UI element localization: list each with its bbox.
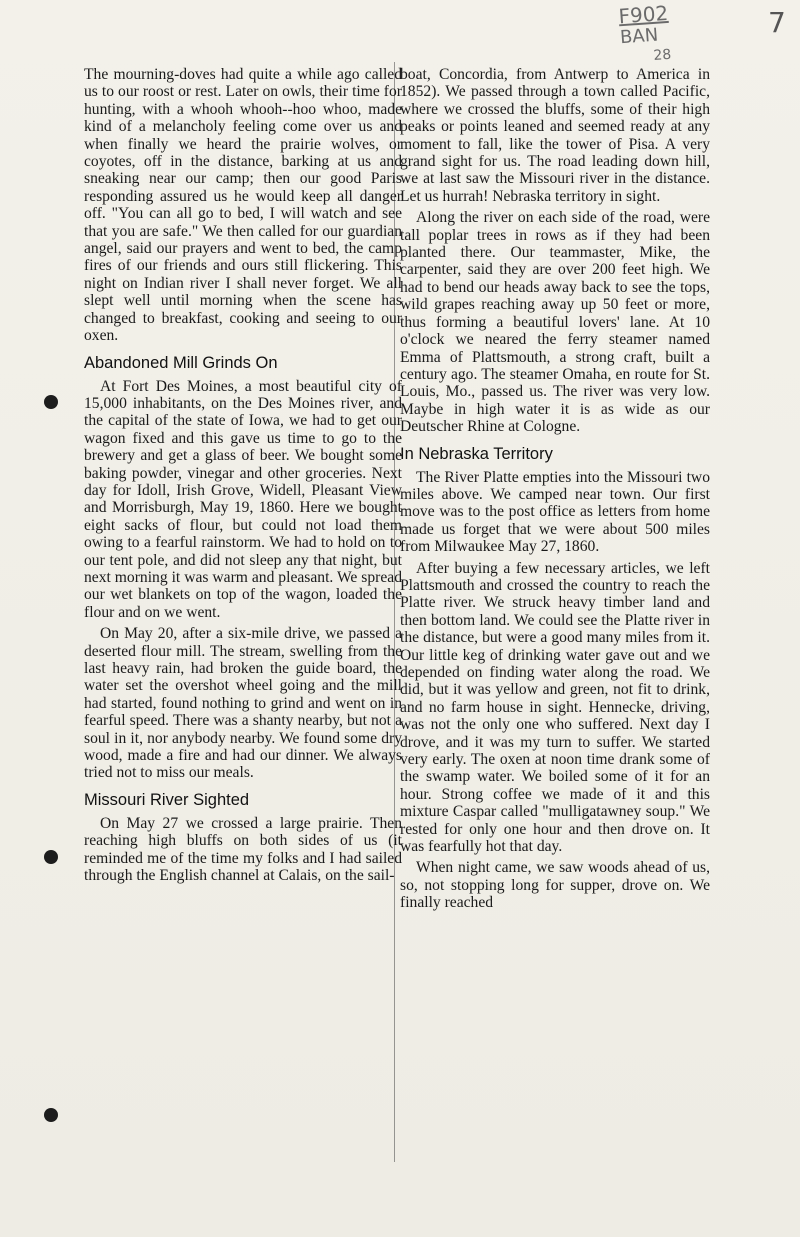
left-paragraph-2: At Fort Des Moines, a most beautiful city of 15,000 inhabitants, on the Des Moines river, and the capital of the state of Iowa, we had to get our wagon fixed and this gave us time to go to the brewery and get a glass of beer. We bought some baking powder, vinegar and other groceries. Next day for Idoll, Irish Grove, Widell, Pleasant View and Morrisburgh, May 19, 1860. Here we bought eight sacks of flour, but could not load them owing to a fearful rainstorm. We had to hold on to our tent pole, and did not sleep any that night, but next morning it was warm and pleasant. We spread our wet blankets on top of the wagon, loaded the flour and on we went. xyxy=(84,377,402,621)
handwritten-line-1: F902 xyxy=(617,0,669,29)
punch-hole-bottom xyxy=(44,1108,58,1122)
handwritten-annotation xyxy=(610,0,725,74)
heading-abandoned-mill: Abandoned Mill Grinds On xyxy=(84,353,278,372)
right-paragraph-5: When night came, we saw woods ahead of us, so, not stopping long for supper, drove on. We finally reached xyxy=(400,859,710,912)
left-column xyxy=(84,66,402,888)
heading-missouri-river: Missouri River Sighted xyxy=(84,790,250,809)
left-paragraph-4: On May 27 we crossed a large prairie. Then reaching high bluffs on both sides of us (it reminded me of the time my folks and I had sailed through the English channel at Calais, on the sail- xyxy=(84,814,402,885)
right-paragraph-2: Along the river on each side of the road, were tall poplar trees in rows as if they had been planted there. Our teammaster, Mike, the carpenter, said they are over 200 feet high. We had to bend our heads away back to see the tops, wild grapes reaching away up 50 feet or more, thus forming a beautiful lovers' lane. At 10 o'clock we neared the ferry steamer named Emma of Plattsmouth, a strong craft, built a century ago. The steamer Omaha, en route for St. Louis, Mo., passed us. The river was very low. Maybe in high water it is as wide as our Deutscher Rhine at Cologne. xyxy=(400,209,710,436)
right-column xyxy=(400,66,710,916)
right-paragraph-4: After buying a few necessary articles, we left Plattsmouth and crossed the country to reach the Platte river. We struck heavy timber land and then bottom land. We could see the Platte river in the distance, but were a good many miles from it. Our little keg of drinking water gave out and we depended on finding water along the road. We did, but it was yellow and green, not fit to drink, and no farm house in sight. Hennecke, driving, was not the only one who suffered. Next day I drove, and it was my turn to suffer. We started very early. The oxen at noon time drank some of the swamp water. We boiled some of it for an hour. Strong coffee we made of it and this mixture Caspar called "mulligatawney soup." We rested for only one hour and then drove on. It was fearfully hot that day. xyxy=(400,559,710,856)
right-paragraph-3: The River Platte empties into the Missouri two miles above. We camped near town. Our first move was to the post office as letters from home made us forget that we were about 500 miles from Milwaukee May 27, 1860. xyxy=(400,468,710,556)
left-paragraph-3: On May 20, after a six-mile drive, we passed a deserted flour mill. The stream, swelling from the last heavy rain, had broken the guide board, the water set the overshot wheel going and the mill had started, found nothing to grind and went on in fearful speed. There was a shanty nearby, but not a soul in it, nor anybody nearby. We found some dry wood, made a fire and had our dinner. We always tried not to miss our meals. xyxy=(84,625,402,782)
right-paragraph-1: boat, Concordia, from Antwerp to America in 1852). We passed through a town called Pacific, where we crossed the bluffs, some of their high peaks or points leaned and seemed ready at any moment to fall, like the tower of Pisa. A very grand sight for us. The road leading down hill, we at last saw the Missouri river in the distance. Let us hurrah! Nebraska territory in sight. xyxy=(400,66,710,205)
handwritten-line-3: 28 xyxy=(652,46,672,64)
left-paragraph-1: The mourning-doves had quite a while ago called us to our roost or rest. Later on owls, their time for hunting, with a whooh whooh--hoo whoo, made kind of a melancholy feeling come over us and when finally we heard the prairie wolves, or coyotes, off in the distance, barking at us and sneaking near our camp; then our good Paris responding assured us he would keep all danger off. "You can all go to bed, I will watch and see that you are safe." We then called for our guardian angel, said our prayers and went to bed, the camp fires of our friends and ours still flickering. This night on Indian river I shall never forget. We all slept well until morning when the scene has changed to breakfast, cooking and seeing to our oxen. xyxy=(84,66,402,345)
punch-hole-top xyxy=(44,395,58,409)
punch-hole-middle xyxy=(44,850,58,864)
handwritten-line-2: BAN xyxy=(619,24,659,49)
page-number: 7 xyxy=(768,6,786,39)
heading-nebraska-territory: In Nebraska Territory xyxy=(400,444,553,463)
